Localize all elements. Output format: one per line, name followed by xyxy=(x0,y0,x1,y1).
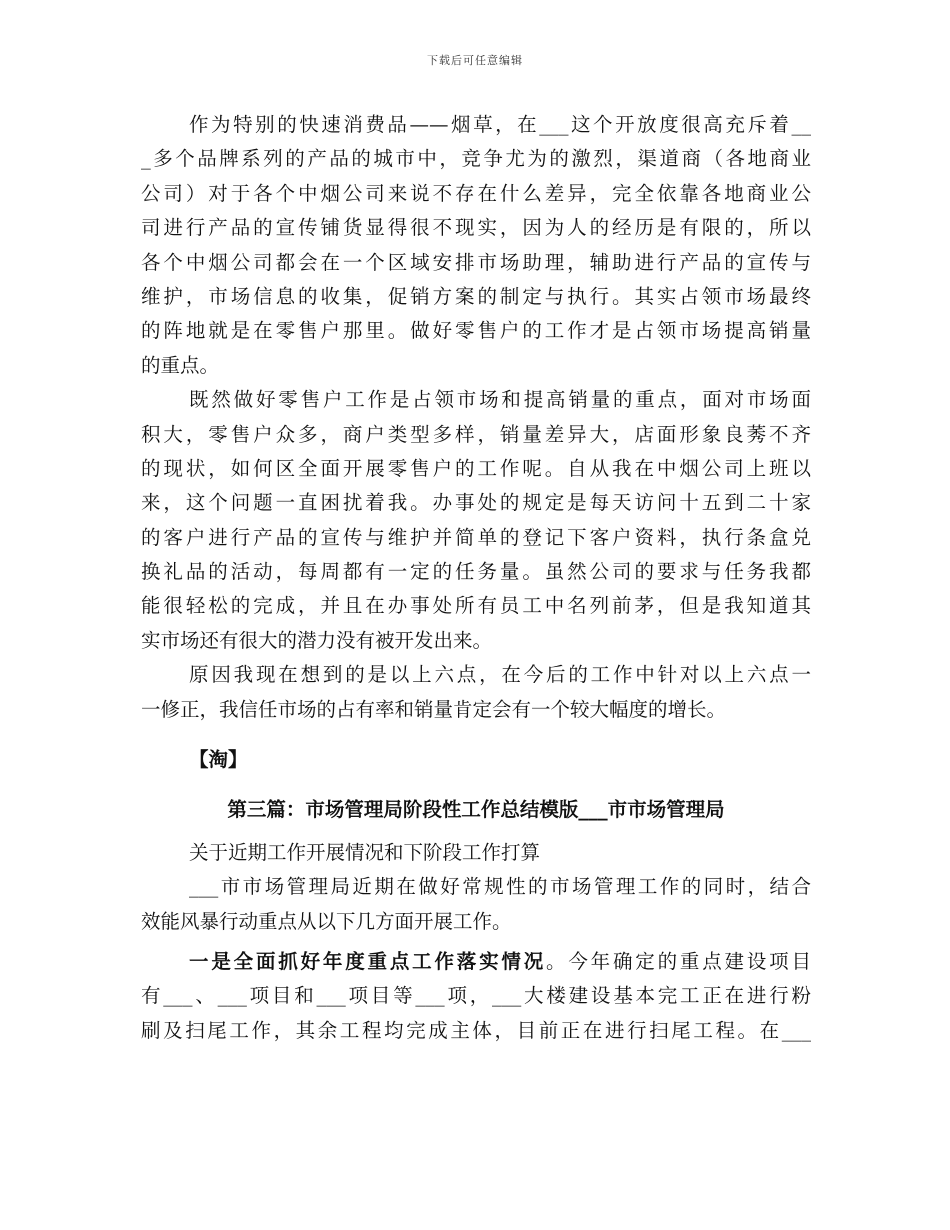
text-line: 的现状，如何区全面开展零售户的工作呢。自从我在中烟公司上班以 xyxy=(141,456,811,480)
text-line: _多个品牌系列的产品的城市中，竞争尤为的激烈，渠道商（各地商业 xyxy=(141,147,811,171)
document-body xyxy=(141,108,811,1048)
text-line: 实市场还有很大的潜力没有被开发出来。 xyxy=(141,628,493,652)
text-line: 一修正，我信任市场的占有率和销量肯定会有一个较大幅度的增长。 xyxy=(141,697,727,721)
text-line xyxy=(141,945,811,979)
text-line: 维护，市场信息的收集，促销方案的制定与执行。其实占领市场最终 xyxy=(141,284,811,308)
text-line: 作为特别的快速消费品——烟草，在___这个开放度很高充斥着__ xyxy=(189,113,811,136)
text-line: 的重点。 xyxy=(141,353,220,377)
text-line: 公司）对于各个中烟公司来说不存在什么差异，完全依靠各地商业公 xyxy=(141,181,811,205)
text-line: 来，这个问题一直困扰着我。办事处的规定是每天访问十五到二十家 xyxy=(141,491,811,515)
text-line: 的阵地就是在零售户那里。做好零售户的工作才是占领市场提高销量 xyxy=(141,319,811,343)
spacer xyxy=(141,777,811,793)
text-line: 刷及扫尾工作，其余工程均完成主体，目前正在进行扫尾工程。在___ xyxy=(141,1018,811,1042)
text-line: 效能风暴行动重点从以下几方面开展工作。 xyxy=(141,909,512,933)
section-title: 第三篇：市场管理局阶段性工作总结模版___市市场管理局 xyxy=(227,798,725,822)
paragraph-3 xyxy=(141,658,811,727)
paragraph-1 xyxy=(141,108,811,383)
paragraph-5 xyxy=(141,945,811,1048)
text-line: 原因我现在想到的是以上六点，在今后的工作中针对以上六点一 xyxy=(189,663,811,687)
spacer xyxy=(141,727,811,743)
text-line: 的客户进行产品的宣传与维护并简单的登记下客户资料，执行条盒兑 xyxy=(141,525,811,549)
text-line: 能很轻松的完成，并且在办事处所有员工中名列前茅，但是我知道其 xyxy=(141,594,811,618)
text-line: 司进行产品的宣传铺货显得很不现实，因为人的经历是有限的，所以 xyxy=(141,216,811,240)
lead-rest: 。今年确定的重点建设项目 xyxy=(546,949,811,973)
text-line: 有___、___项目和___项目等___项，___大楼建设基本完工正在进行粉 xyxy=(141,984,811,1008)
section-subtitle: 关于近期工作开展情况和下阶段工作打算 xyxy=(189,840,541,864)
text-line: 既然做好零售户工作是占领市场和提高销量的重点，面对市场面 xyxy=(189,388,811,412)
text-line: 积大，零售户众多，商户类型多样，销量差异大，店面形象良莠不齐 xyxy=(141,422,811,446)
spacer xyxy=(141,828,811,836)
text-line: ___市市场管理局近期在做好常规性的市场管理工作的同时，结合 xyxy=(189,875,811,899)
page-header: 下载后可任意编辑 xyxy=(427,54,523,67)
paragraph-4 xyxy=(141,870,811,939)
bold-lead: 一是全面抓好年度重点工作落实情况 xyxy=(189,949,547,973)
bracket-heading: 【淘】 xyxy=(189,748,248,772)
text-line: 各个中烟公司都会在一个区域安排市场助理，辅助进行产品的宣传与 xyxy=(141,250,811,274)
paragraph-2 xyxy=(141,383,811,658)
text-line: 换礼品的活动，每周都有一定的任务量。虽然公司的要求与任务我都 xyxy=(141,560,811,584)
